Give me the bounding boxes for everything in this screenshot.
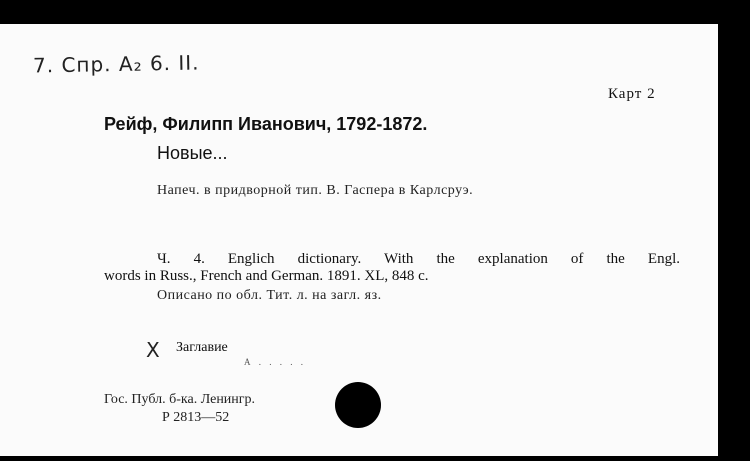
title-line: Новые... xyxy=(157,143,228,163)
imprint-note: Напеч. в придворной тип. В. Гаспера в Карлсруэ. xyxy=(157,183,474,198)
description-note: Описано по обл. Тит. л. на загл. яз. xyxy=(157,288,382,303)
volume-description xyxy=(104,251,680,285)
shelfmark: Р 2813—52 xyxy=(162,410,230,425)
library-stamp: Гос. Публ. б-ка. Ленингр. xyxy=(104,392,256,407)
punch-hole xyxy=(335,382,381,428)
card-number: Карт 2 xyxy=(608,86,656,102)
author-heading: Рейф, Филипп Иванович, 1792-1872. xyxy=(104,114,428,134)
volume-line-2: words in Russ., French and German. 1891. XL, 848 с. xyxy=(104,268,429,284)
faint-note: А . . . . . xyxy=(244,357,306,367)
subject-heading: Заглавие xyxy=(176,340,228,355)
handwritten-x-mark: X xyxy=(146,338,160,362)
volume-line-1: Ч. 4. Englich dictionary. With the explanation of the Engl. xyxy=(157,251,680,267)
handwritten-call-number: 7. Спр. A₂ 6. II. xyxy=(32,50,200,78)
